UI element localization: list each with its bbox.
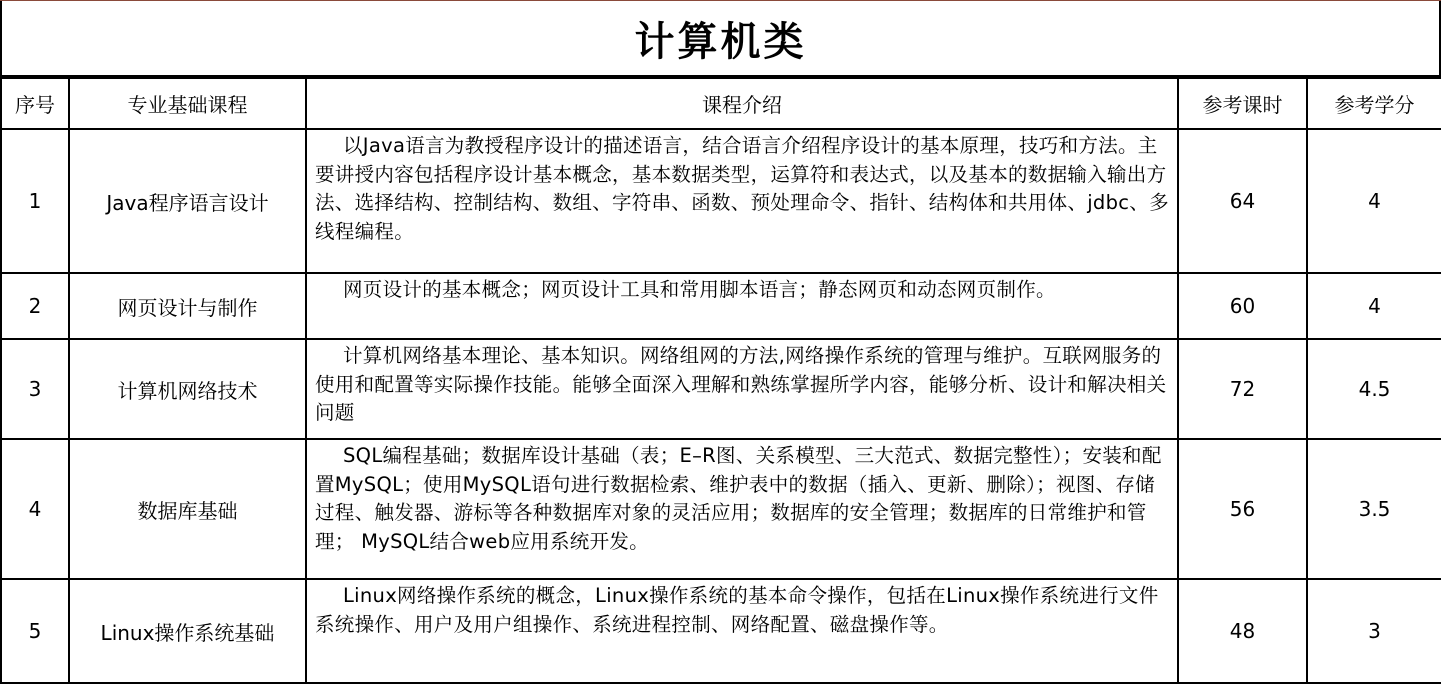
- header-row: [1, 78, 1441, 129]
- row-credits: 4.5: [1307, 339, 1441, 439]
- row-hours: 72: [1178, 339, 1307, 439]
- row-intro-cell: [306, 579, 1178, 683]
- row-intro: 以Java语言为教授程序设计的描述语言，结合语言介绍程序设计的基本原理，技巧和方法。主要讲授内容包括程序设计基本概念，基本数据类型，运算符和表达式，以及基本的数据输入输出方法、选择结构、控制结构、数组、字符串、函数、预处理命令、指针、结构体和共用体、jdbc、多线程编程。: [315, 134, 1169, 243]
- table-row: [1, 339, 1441, 439]
- row-index: 4: [1, 439, 69, 579]
- row-index: 2: [1, 273, 69, 339]
- header-course: 专业基础课程: [69, 78, 306, 129]
- title-row: [0, 1, 1441, 77]
- row-intro-cell: [306, 129, 1178, 273]
- row-course: 数据库基础: [69, 439, 306, 579]
- page-title: 计算机类: [634, 18, 807, 65]
- row-credits: 3: [1307, 579, 1441, 683]
- header-hours: 参考课时: [1178, 78, 1307, 129]
- table-row: [1, 273, 1441, 339]
- row-course: 网页设计与制作: [69, 273, 306, 339]
- table-row: [1, 579, 1441, 683]
- row-index: 5: [1, 579, 69, 683]
- row-course: Linux操作系统基础: [69, 579, 306, 683]
- row-intro-cell: [306, 273, 1178, 339]
- row-intro: Linux网络操作系统的概念，Linux操作系统的基本命令操作，包括在Linux操作系统进行文件系统操作、用户及用户组操作、系统进程控制、网络配置、磁盘操作等。: [315, 584, 1159, 636]
- row-hours: 60: [1178, 273, 1307, 339]
- row-intro-cell: [306, 339, 1178, 439]
- row-index: 1: [1, 129, 69, 273]
- row-hours: 64: [1178, 129, 1307, 273]
- table-row: [1, 439, 1441, 579]
- row-credits: 4: [1307, 273, 1441, 339]
- table-row: [1, 129, 1441, 273]
- row-intro: 网页设计的基本概念；网页设计工具和常用脚本语言；静态网页和动态网页制作。: [343, 278, 1056, 301]
- row-intro: SQL编程基础；数据库设计基础（表；E–R图、关系模型、三大范式、数据完整性）；安装和配置MySQL；使用MySQL语句进行数据检索、维护表中的数据（插入、更新、删除）；视图、存储过程、触发器、游标等各种数据库对象的灵活应用；数据库的安全管理；数据库的日常维护和管理； MySQL结合web应用系统开发。: [315, 444, 1162, 553]
- row-course: 计算机网络技术: [69, 339, 306, 439]
- row-hours: 56: [1178, 439, 1307, 579]
- row-credits: 4: [1307, 129, 1441, 273]
- row-course: Java程序语言设计: [69, 129, 306, 273]
- row-index: 3: [1, 339, 69, 439]
- header-credits: 参考学分: [1307, 78, 1441, 129]
- header-intro: 课程介绍: [306, 78, 1178, 129]
- row-intro-cell: [306, 439, 1178, 579]
- row-hours: 48: [1178, 579, 1307, 683]
- course-table: [0, 77, 1441, 684]
- row-credits: 3.5: [1307, 439, 1441, 579]
- row-intro: 计算机网络基本理论、基本知识。网络组网的方法,网络操作系统的管理与维护。互联网服务的使用和配置等实际操作技能。能够全面深入理解和熟练掌握所学内容，能够分析、设计和解决相关问题: [315, 344, 1167, 424]
- header-index: 序号: [1, 78, 69, 129]
